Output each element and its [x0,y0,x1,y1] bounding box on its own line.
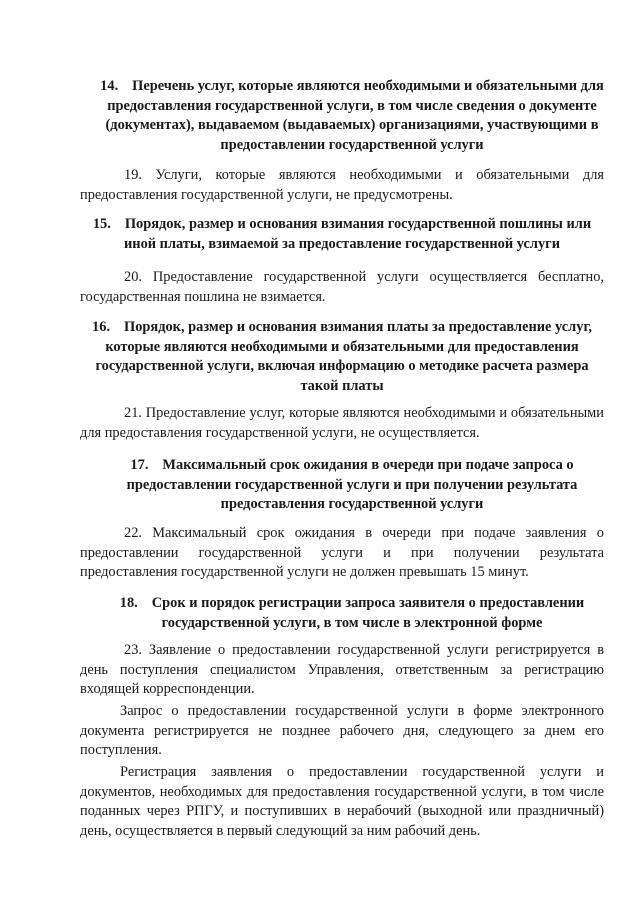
paragraph-registration: Регистрация заявления о предоставлении государственной услуги и документов, необходимых для предоставления государственной услуги, в том числе поданных через РПГУ, и поступивших в нерабочий (выходной или праздничный) день, осуществляется в первый следующий за ним рабочий день. [80,764,604,839]
paragraph-electronic-request: Запрос о предоставлении государственной услуги в форме электронного документа регистрируется не позднее рабочего дня, следующего за днем его поступления. [80,703,604,758]
section-heading-16 [78,318,606,396]
section-title: Максимальный срок ожидания в очереди при подаче запроса о предоставлении государственной услуги и при получении результата предоставления государственной услуги [126,457,578,512]
section-number: 15. [92,216,111,232]
section-heading-18 [100,594,604,633]
section-title: Перечень услуг, которые являются необходимыми и обязательными для предоставления государственной услуги, в том числе сведения о документе (документах), выдаваемом (выдаваемых) организациями, участвующими в предоставлении государственной услуги [105,78,604,153]
section-number: 18. [119,595,138,611]
section-heading-17 [100,456,604,515]
section-heading-14 [100,77,604,155]
paragraph-20: 20. Предоставление государственной услуги осуществляется бесплатно, государственная пошлина не взимается. [80,269,604,305]
paragraph-22: 22. Максимальный срок ожидания в очереди при подаче заявления о предоставлении государственной услуги и при получении результата предоставления государственной услуги не должен превышать 15 минут. [80,525,604,580]
section-number: 16. [92,319,111,335]
paragraph-23: 23. Заявление о предоставлении государственной услуги регистрируется в день поступления специалистом Управления, ответственным за регистрацию входящей корреспонденции. [80,642,604,697]
section-title: Срок и порядок регистрации запроса заявителя о предоставлении государственной услуги, в том числе в электронной форме [151,595,585,631]
paragraph-19: 19. Услуги, которые являются необходимыми и обязательными для предоставления государственной услуги, не предусмотрены. [80,167,604,203]
section-heading-15 [80,215,604,254]
section-title: Порядок, размер и основания взимания платы за предоставление услуг, которые являются необходимыми и обязательными для предоставления государственной услуги, включая информацию о методике расчета размера такой платы [95,319,592,394]
section-title: Порядок, размер и основания взимания государственной пошлины или иной платы, взимаемой за предоставление государственной услуги [123,216,592,252]
paragraph-21: 21. Предоставление услуг, которые являются необходимыми и обязательными для предоставления государственной услуги, не осуществляется. [80,405,604,441]
section-number: 14. [100,78,119,94]
section-number: 17. [130,457,149,473]
